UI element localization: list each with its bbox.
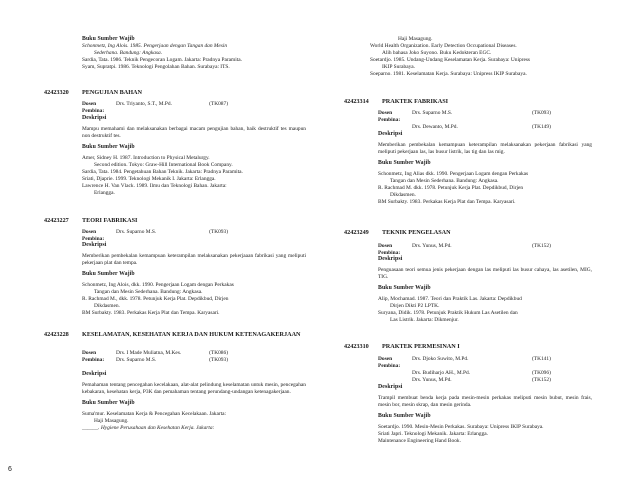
course-body: [44, 115, 306, 197]
description: Mampu memahami dan melaksanakan berbagai macam pengujian bahan, baik destruktif tes maupun non destruktif tes.: [82, 126, 306, 139]
dosen-block: [378, 356, 592, 384]
reference: Haji Masagung.: [398, 36, 433, 42]
reference: Erlangga.: [94, 190, 115, 196]
dosen-row: [378, 370, 592, 377]
dosen-code: (TK087): [209, 101, 228, 107]
dosen-name: Drs. Triyanto, S.T., M.Pd.: [116, 101, 172, 107]
course-body: [378, 131, 592, 206]
description: Penguasaan teori semua jenis pekerjaan dengan las meliputi las busur cahaya, las asetilen, MIG, TIG.: [378, 267, 592, 280]
reference: Suryana, Didik. 1978. Petunjuk Praktik Hukum Las Asetilen dan: [378, 310, 518, 316]
reference: Sriati, Djaprie. 1999. Teknologi Mekanik I. Jakarta: Erlangga.: [82, 176, 216, 182]
reference: Alip, Mochamad. 1987. Teori dan Praktik Las. Jakarta: Depdikbud: [378, 296, 522, 302]
reference: Schonmetz, Ing Alias dkk. 1990. Pengerjaan Logam dengan Perkakas: [378, 171, 529, 177]
course-title: KESELAMATAN, KESEHATAN KERJA DAN HUKUM KETENAGAKERJAAN: [82, 331, 301, 338]
desc-label: Deskripsi: [82, 115, 107, 121]
reference: Tangan dan Mesin Sederhana. Bandung: Angkasa.: [390, 178, 499, 184]
reference: Sriati Japri. Teknologi Mekanik. Jakarta: Erlangga.: [378, 431, 489, 437]
book-label: Buku Sumber Wajib: [82, 36, 135, 42]
book-label: Buku Sumber Wajib: [378, 285, 431, 291]
reference: Sardia, Tata. 1986. Teknik Pengecoran Logam. Jakarta: Pradnya Paramita.: [82, 57, 242, 63]
dosen-block: [378, 243, 592, 257]
reference: Alih bahasa Joko Suyono. Buku Kedokteran EGC.: [382, 50, 492, 56]
dosen-row: [378, 243, 592, 257]
dosen-name: Drs. I Made Muliatna, M.Kes.: [116, 350, 182, 356]
dosen-label: Dosen Pembina:: [378, 110, 401, 123]
book-label: Buku Sumber Wajib: [82, 144, 135, 150]
reference: Schonmetz, Ing Alois, dkk. 1990. Pengerjaan Logam dengan Perkakas: [82, 282, 234, 288]
book-label: Buku Sumber Wajib: [82, 271, 135, 277]
dosen-name: Drs. Djoko Suwito, M.Pd.: [412, 356, 469, 362]
reference: Schonmetz, Ing Alois. 1985. Pengerjaan dengan Tangan dan Mesin: [82, 43, 228, 49]
course-title: TEORI FABRIKASI: [82, 217, 138, 224]
reference: ______. Hygiene Perusahaan dan Kesehatan Kerja. Jakarta:: [82, 425, 215, 431]
dosen-name: Drs. Yunus, M.Pd.: [412, 377, 452, 383]
dosen-code: (TK152): [532, 243, 551, 249]
course-heading: [344, 98, 592, 106]
reference: BM Surbakty. 1983. Perkakas Kerja Plat dan Tempa. Karyasari.: [82, 310, 220, 316]
dosen-code: (TK152): [532, 377, 551, 383]
course-code: 42423249: [344, 229, 369, 236]
reference: Soetardjo. 1985. Undang-Undang Keselamatan Kerja. Surabaya: Unipress: [370, 57, 531, 63]
dosen-row: [378, 124, 592, 131]
dosen-name: Drs. Suparno M.S.: [116, 357, 157, 363]
dosen-name: Drs. Suparno M.S.: [412, 110, 453, 116]
reference: Amer, Sidney H. 1987. Introduction to Physical Metalurgy.: [82, 155, 210, 161]
reference: Dikdasmen.: [390, 192, 416, 198]
reference: World Health Organization. Early Detection Occupational Diseases.: [370, 43, 517, 49]
dosen-label: Dosen Pembina:: [82, 101, 105, 114]
dosen-name: Drs. Budiharjo AH., M.Pd.: [412, 370, 471, 376]
description: Trampil membuat benda kerja pada mesin-mesin perkakas meliputi mesin bubut, mesin frais, mesin bor, mesin skrap, dan mesin gerinda.: [378, 395, 592, 408]
dosen-row: [82, 101, 306, 115]
dosen-code: (TK096): [532, 370, 551, 376]
desc-label: Deskripsi: [378, 384, 403, 390]
book-label: Buku Sumber Wajib: [378, 160, 431, 166]
reference: R. Rachmad M., dkk. 1978. Petunjuk Kerja Plat. Depdikbud, Dirjen: [82, 296, 229, 302]
reference: Sederhana. Bandung: Angkasa.: [94, 50, 163, 56]
page-number: 6: [8, 466, 12, 473]
dosen-row: [378, 377, 592, 384]
reference: Tangan dan Mesin Sederhana. Bandung: Angkasa.: [94, 289, 203, 295]
dosen-code: (TK149): [532, 124, 551, 130]
book-label: Buku Sumber Wajib: [82, 400, 135, 406]
course-heading: [344, 229, 592, 237]
reference: Soetardjo. 1990. Mesin-Mesin Perkakas. Surabaya: Unipress IKIP Surabaya.: [378, 424, 544, 430]
reference: Dirjen Dikti P2 LPTK.: [390, 303, 440, 309]
dosen-code: (TK086): [209, 350, 228, 356]
dosen-label: Dosen Pembina:: [82, 229, 105, 242]
reference: Soeparno. 1981. Keselamatan Kerja. Surabaya: Unipress IKIP Surabaya.: [370, 71, 527, 77]
dosen-name: Drs. Yunus, M.Pd.: [412, 243, 452, 249]
dosen-label: Dosen Pembina:: [378, 356, 401, 369]
reference: Maintenance Engineering Hand Book.: [378, 438, 461, 444]
reference: Second edition. Tokyo: Graw-Hill International Book Company.: [94, 162, 233, 168]
reference: Las Listrik. Jakarta: Dikmenjur.: [390, 317, 459, 323]
course-code: 42423227: [44, 217, 69, 224]
reference: Syam, Supratpi. 1986. Teknologi Pengolahan Bahan. Surabaya: ITS.: [82, 64, 230, 70]
course-heading: [44, 89, 306, 97]
dosen-code: (TK093): [532, 110, 551, 116]
dosen-code: (TK093): [209, 229, 228, 235]
dosen-code: (TK093): [209, 357, 228, 363]
left-top-references: [44, 36, 306, 71]
reference: BM Surbakty. 1983. Perkakas Kerja Plat dan Tempa. Karyasari.: [378, 199, 516, 205]
course-code: 42423320: [44, 89, 69, 96]
reference: Suma'mur. Keselamatan Kerja & Pencegahan Kecelakaan. Jakarta:: [82, 411, 227, 417]
dosen-label: Dosen Pembina:: [82, 350, 105, 363]
course-title: PRAKTEK FABRIKASI: [382, 98, 449, 105]
course-heading: [44, 217, 306, 225]
course-body: [44, 371, 306, 432]
reference: Dikdasmen.: [94, 303, 120, 309]
reference: Haji Masagung.: [94, 418, 129, 424]
course-code: 42423314: [344, 98, 369, 105]
description: Memberikan pembekalan kemampuan keterampilan melaksanakan pekerjaaan fabrikasi yang meliputi pekerjaan plat dan tempa.: [82, 253, 306, 266]
desc-label: Deskripsi: [378, 131, 403, 137]
course-body: [44, 242, 306, 317]
dosen-name: Drs. Dewanto, M.Pd.: [412, 124, 458, 130]
course-body: [378, 384, 592, 445]
dosen-row: [378, 356, 592, 370]
reference: R. Rachmad M. dkk. 1978. Petunjuk Kerja Plat. Depdikbud, Dirjen: [378, 185, 524, 191]
description: Memberikan pembekalan kemampuan keterampilan melaksanakan pekerjaan fabrikasi yang meliputi pekerjaan las, las busur listrik, las tig dan las mig.: [378, 142, 592, 155]
book-label: Buku Sumber Wajib: [378, 413, 431, 419]
course-title: TEKNIK PENGELASAN: [382, 229, 451, 236]
dosen-row: [378, 110, 592, 124]
desc-label: Deskripsi: [82, 242, 107, 248]
course-title: PENGUJIAN BAHAN: [82, 89, 142, 96]
desc-label: Deskripsi: [378, 256, 403, 262]
reference: Lawrence H. Van Vlack. 1989. Ilmu dan Teknologi Bahan. Jakarta:: [82, 183, 227, 189]
dosen-row: [82, 357, 306, 364]
dosen-code: (TK141): [532, 356, 551, 362]
course-heading: [44, 331, 306, 339]
course-code: 42423228: [44, 331, 69, 338]
right-top-references: [370, 36, 592, 78]
course-title: PRAKTEK PERMESINAN I: [382, 343, 460, 350]
reference: Sardia, Tata. 1984. Pengetahuan Bahan Teknik. Jakarta: Pradnya Paramita.: [82, 169, 243, 175]
course-heading: [344, 343, 592, 351]
dosen-row: [82, 229, 306, 243]
reference: IKIP Surabaya.: [382, 64, 416, 70]
course-code: 42423310: [344, 343, 369, 350]
desc-label: Deskripsi: [82, 371, 107, 377]
dosen-block: [378, 110, 592, 131]
course-body: [378, 256, 592, 324]
dosen-label: Dosen Pembina:: [378, 243, 401, 256]
description: Pemahaman tentang pencegahan kecelakaan, alat-alat pelindung keselamatan untuk mesin, pencegahan kebakaran, kesehatan kerja, P3K dan pemahaman tentang perundang-undangan ketenagakerjaan.: [82, 382, 306, 395]
dosen-name: Drs. Suparno M.S.: [116, 229, 157, 235]
